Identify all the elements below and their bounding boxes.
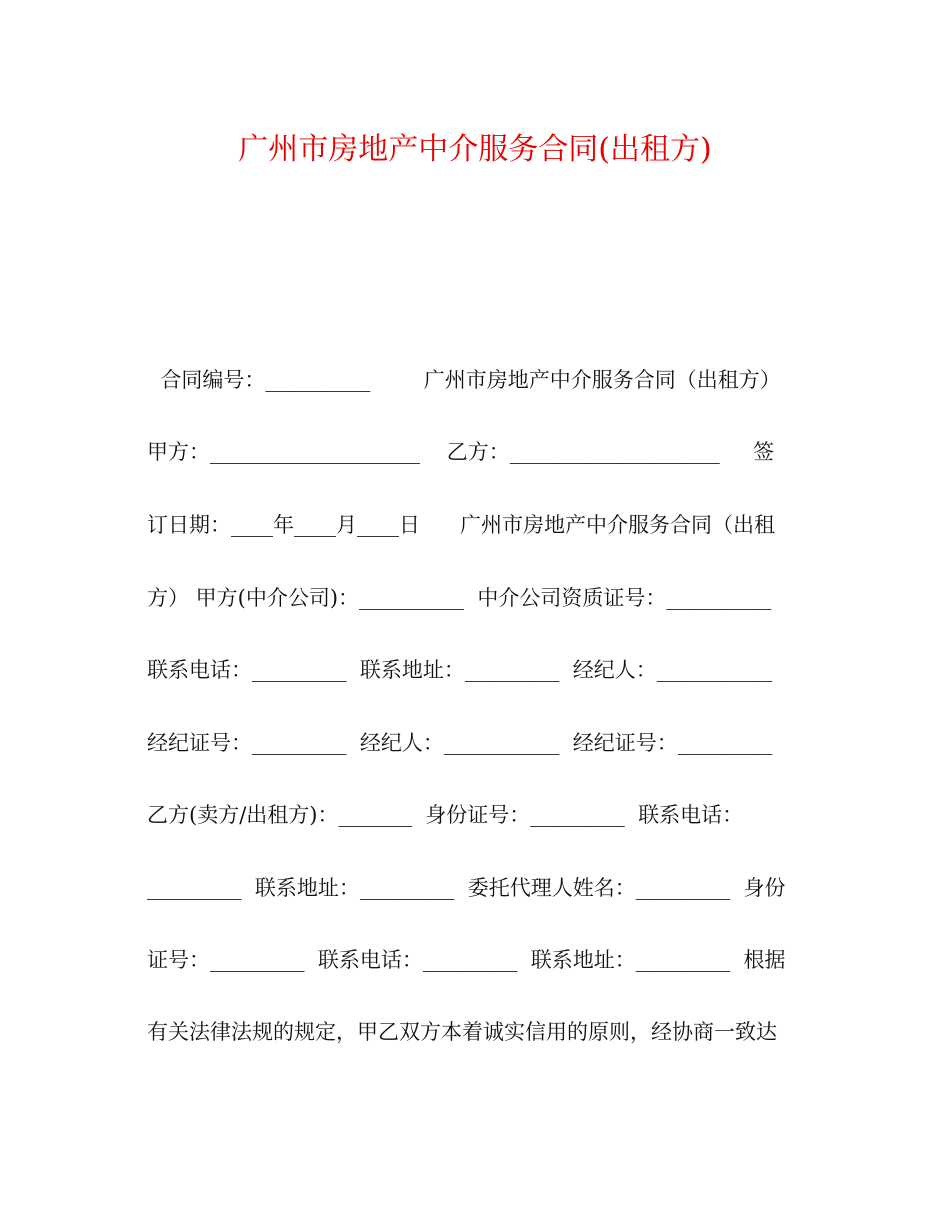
body-line-7-text: 乙方(卖方/出租方)：_______ 身份证号：_________ 联系电话： [147, 803, 744, 827]
body-line-6 [147, 725, 799, 761]
body-line-2 [147, 434, 799, 470]
body-line-4-text: 方） 甲方(中介公司)：__________ 中介公司资质证号：__________ [147, 586, 772, 610]
body-line-2-text: 甲方：____________________ 乙方：____________________ 签 [147, 440, 775, 464]
body-line-1-text: 合同编号：__________ 广州市房地产中介服务合同（出租方） [147, 368, 781, 392]
body-line-9 [147, 942, 799, 978]
body-line-9-text: 证号：_________ 联系电话：_________ 联系地址：_________ 根据 [147, 948, 786, 972]
body-line-7 [147, 797, 799, 833]
body-line-3-text: 订日期：____年____月____日 广州市房地产中介服务合同（出租 [147, 513, 776, 537]
body-line-10-text: 有关法律法规的规定，甲乙双方本着诚实信用的原则，经协商一致达 [147, 1020, 777, 1044]
body-line-8-text: _________ 联系地址：_________ 委托代理人姓名：_________ 身份 [147, 876, 786, 900]
body-line-6-text: 经纪证号：_________ 经纪人：___________ 经纪证号：_________ [147, 731, 773, 755]
body-line-10 [147, 1014, 799, 1050]
document-title: 广州市房地产中介服务合同(出租方) [238, 132, 712, 167]
body-line-1 [147, 362, 799, 398]
body-line-5-text: 联系电话：_________ 联系地址：_________ 经纪人：___________ [147, 658, 773, 682]
body-line-3 [147, 507, 799, 543]
body-line-5 [147, 652, 799, 688]
body-line-4 [147, 580, 799, 616]
body-line-8 [147, 870, 799, 906]
